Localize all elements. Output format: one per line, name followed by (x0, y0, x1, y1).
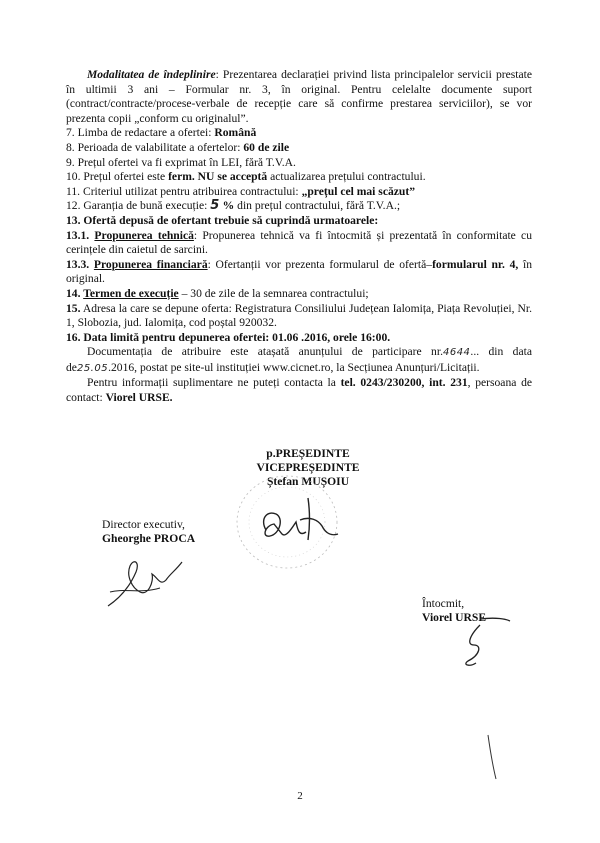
p133-label: Propunerea financiară (93, 257, 208, 271)
author-title: Întocmit, (422, 597, 465, 610)
p7-value: Română (214, 126, 257, 140)
p131-label: Propunerea tehnică (94, 228, 194, 242)
paragraph-16 (66, 331, 532, 346)
p13-heading: 13. Ofertă depusă de ofertant trebuie să cuprindă urmatoarele: (66, 213, 379, 227)
paragraph-documentatie (66, 345, 532, 376)
doc-handwritten-number: 4644 (442, 347, 471, 359)
p14-label: Termen de execuție (83, 286, 179, 300)
vicepresident-signature-icon (252, 490, 342, 550)
modalitate-label: Modalitatea de îndeplinire (87, 68, 216, 81)
p7-label: 7. Limba de redactare a ofertei: (66, 126, 215, 140)
p15-num: 15. (66, 301, 81, 315)
p12-label: 12. Garanția de bună execuție: (66, 199, 211, 213)
paragraph-15 (66, 302, 532, 331)
p10-a: 10. Prețul ofertei este (66, 170, 169, 184)
p14-num: 14. (66, 286, 84, 300)
p133-text: : Ofertanții vor prezenta formularul de ofertă– (207, 257, 433, 271)
p131-text: : Propunerea tehnică va fi întocmită și prezentată în conformitate cu cerințele din caietul de sarcini. (66, 228, 532, 257)
paragraph-11 (66, 185, 532, 200)
p10-c: NU se acceptă (194, 170, 268, 184)
paragraph-13-1 (66, 229, 532, 258)
paragraph-14 (66, 287, 532, 302)
p133-num: 13.3. (66, 257, 94, 271)
page-number: 2 (297, 790, 303, 802)
paragraph-10 (66, 170, 532, 185)
paragraph-13 (66, 214, 532, 229)
document-body (66, 68, 532, 406)
p11-value: „prețul cel mai scăzut” (301, 184, 416, 198)
p12-percent: % (219, 199, 235, 213)
director-signature-block (102, 518, 232, 546)
vicepresident-name: Ștefan MUȘOIU (266, 475, 350, 488)
info-text-a: Pentru informații suplimentare ne puteți contacta la (87, 376, 341, 390)
paragraph-8 (66, 141, 532, 156)
paragraph-12 (66, 199, 532, 214)
p131-num: 13.1. (66, 228, 95, 242)
doc-text-c: .2016, postat pe site-ul instituției www.cicnet.ro, la Secțiunea Anunțuri/Licitații. (108, 360, 480, 374)
info-text-b: , persoana de contact: (66, 376, 533, 405)
author-signature-icon (440, 615, 520, 675)
author-name: Viorel URSE (422, 611, 487, 624)
paragraph-7 (66, 126, 532, 141)
p10-b: ferm. (168, 170, 195, 184)
p16-text: 16. Data limită pentru depunerea ofertei: 01.06 .2016, orele 16:00. (66, 330, 391, 344)
paragraph-13-3 (66, 258, 532, 287)
vicepresident-title: VICEPREȘEDINTE (256, 461, 360, 474)
p8-value: 60 de zile (243, 140, 290, 154)
p12-text: din prețul contractului, fără T.V.A.; (234, 199, 401, 213)
p15-text: Adresa la care se depune oferta: Registratura Consiliului Județean Ialomița, Piața Revoluției, Nr. 1, Slobozia, jud. Ialomița, cod poștal 920032. (66, 301, 532, 330)
modalitate-text: : Prezentarea declarației privind lista principalelor servicii prestate în ultimii 3 ani – Formular nr. 3, în original. Pentru celelalte documente suport (contract/contracte/procese-verbale de recepție care să confirme prestarea serviciilor), se vor prezenta copii „conform cu originalul”. (66, 68, 532, 125)
doc-text-a: Documentația de atribuire este atașată anunțului de participare nr. (87, 345, 443, 359)
p133-bold: formularul nr. 4, (432, 257, 519, 271)
director-title: Director executiv, (102, 518, 185, 531)
info-contact-name: Viorel URSE. (105, 391, 173, 405)
paragraph-informatii (66, 376, 532, 405)
p8-label: 8. Perioada de valabilitate a ofertelor: (66, 140, 244, 154)
p11-label: 11. Criteriul utilizat pentru atribuirea contractului: (66, 184, 302, 198)
doc-handwritten-date: 25.05 (76, 362, 109, 374)
director-name: Gheorghe PROCA (102, 532, 196, 545)
paragraph-modalitate (66, 68, 532, 126)
p12-handwritten-value: 5 (210, 198, 220, 214)
director-signature-icon (100, 548, 190, 618)
p133-end: în original. (66, 257, 532, 286)
info-phone: tel. 0243/230200, int. 231 (340, 376, 468, 390)
paragraph-9: 9. Prețul ofertei va fi exprimat în LEI, fără T.V.A. (66, 155, 296, 169)
pen-mark-icon (484, 733, 504, 783)
doc-text-b: ... din data de (66, 345, 532, 374)
p14-text: – 30 de zile de la semnarea contractului; (178, 286, 369, 300)
p10-d: actualizarea prețului contractului. (267, 170, 426, 184)
president-title: p.PREȘEDINTE (266, 447, 350, 460)
